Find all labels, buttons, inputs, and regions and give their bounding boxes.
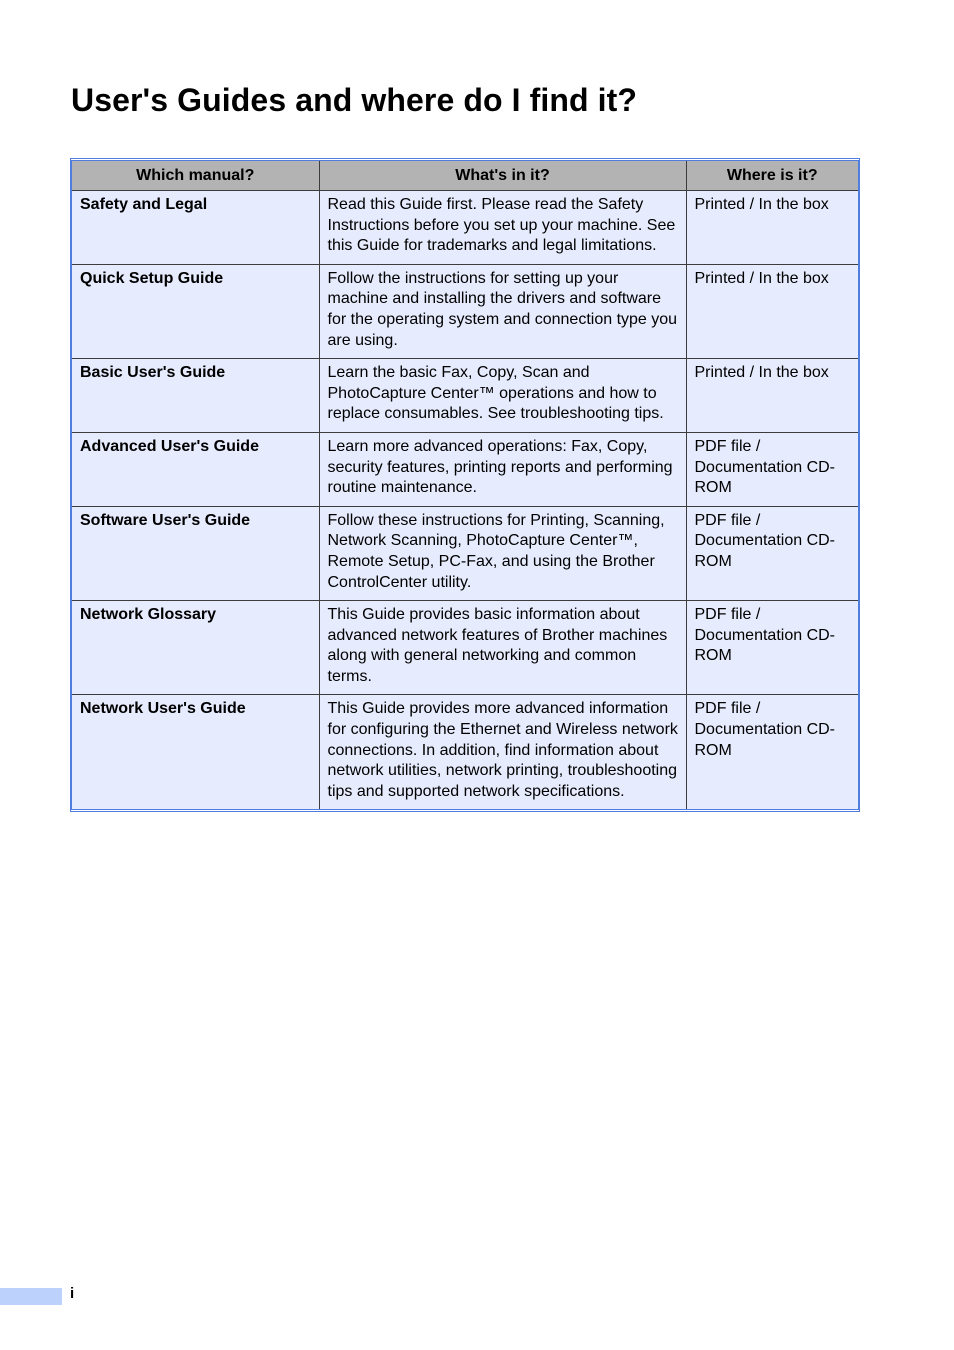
column-header-where-is-it: Where is it? [686, 161, 858, 191]
manual-name-cell: Network User's Guide [72, 695, 319, 809]
manual-name-cell: Safety and Legal [72, 191, 319, 265]
guides-table-container [70, 158, 860, 812]
manual-location-cell: PDF file / Documentation CD-ROM [686, 601, 858, 695]
manual-name-cell: Network Glossary [72, 601, 319, 695]
manual-location-cell: PDF file / Documentation CD-ROM [686, 695, 858, 809]
manual-contents-cell: Follow the instructions for setting up your machine and installing the drivers and software for the operating system and connection type you are using. [319, 264, 686, 358]
manual-name-cell: Software User's Guide [72, 506, 319, 600]
page-number: i [70, 1285, 75, 1302]
column-header-whats-in-it: What's in it? [319, 161, 686, 191]
manual-location-cell: Printed / In the box [686, 359, 858, 433]
manual-name-cell: Quick Setup Guide [72, 264, 319, 358]
manual-contents-cell: This Guide provides basic information about advanced network features of Brother machines along with general networking and common terms. [319, 601, 686, 695]
manual-location-cell: PDF file / Documentation CD-ROM [686, 506, 858, 600]
manual-location-cell: PDF file / Documentation CD-ROM [686, 432, 858, 506]
manual-location-cell: Printed / In the box [686, 264, 858, 358]
table-row [72, 695, 858, 809]
manual-contents-cell: This Guide provides more advanced information for configuring the Ethernet and Wireless network connections. In addition, find information about network utilities, network printing, troubleshooting tips and supported network specifications. [319, 695, 686, 809]
manual-contents-cell: Read this Guide first. Please read the Safety Instructions before you set up your machine. See this Guide for trademarks and legal limitations. [319, 191, 686, 265]
column-header-which-manual: Which manual? [72, 161, 319, 191]
manual-contents-cell: Follow these instructions for Printing, Scanning, Network Scanning, PhotoCapture Center™, Remote Setup, PC-Fax, and using the Brother ControlCenter utility. [319, 506, 686, 600]
table-row [72, 432, 858, 506]
table-header-row [72, 161, 858, 191]
table-row [72, 506, 858, 600]
guides-table [72, 161, 858, 809]
manual-name-cell: Advanced User's Guide [72, 432, 319, 506]
table-row [72, 264, 858, 358]
page-tab-marker [0, 1288, 62, 1305]
table-row [72, 359, 858, 433]
manual-contents-cell: Learn more advanced operations: Fax, Copy, security features, printing reports and performing routine maintenance. [319, 432, 686, 506]
manual-location-cell: Printed / In the box [686, 191, 858, 265]
manual-name-cell: Basic User's Guide [72, 359, 319, 433]
manual-contents-cell: Learn the basic Fax, Copy, Scan and PhotoCapture Center™ operations and how to replace consumables. See troubleshooting tips. [319, 359, 686, 433]
table-row [72, 191, 858, 265]
table-row [72, 601, 858, 695]
page-title: User's Guides and where do I find it? [71, 82, 638, 118]
